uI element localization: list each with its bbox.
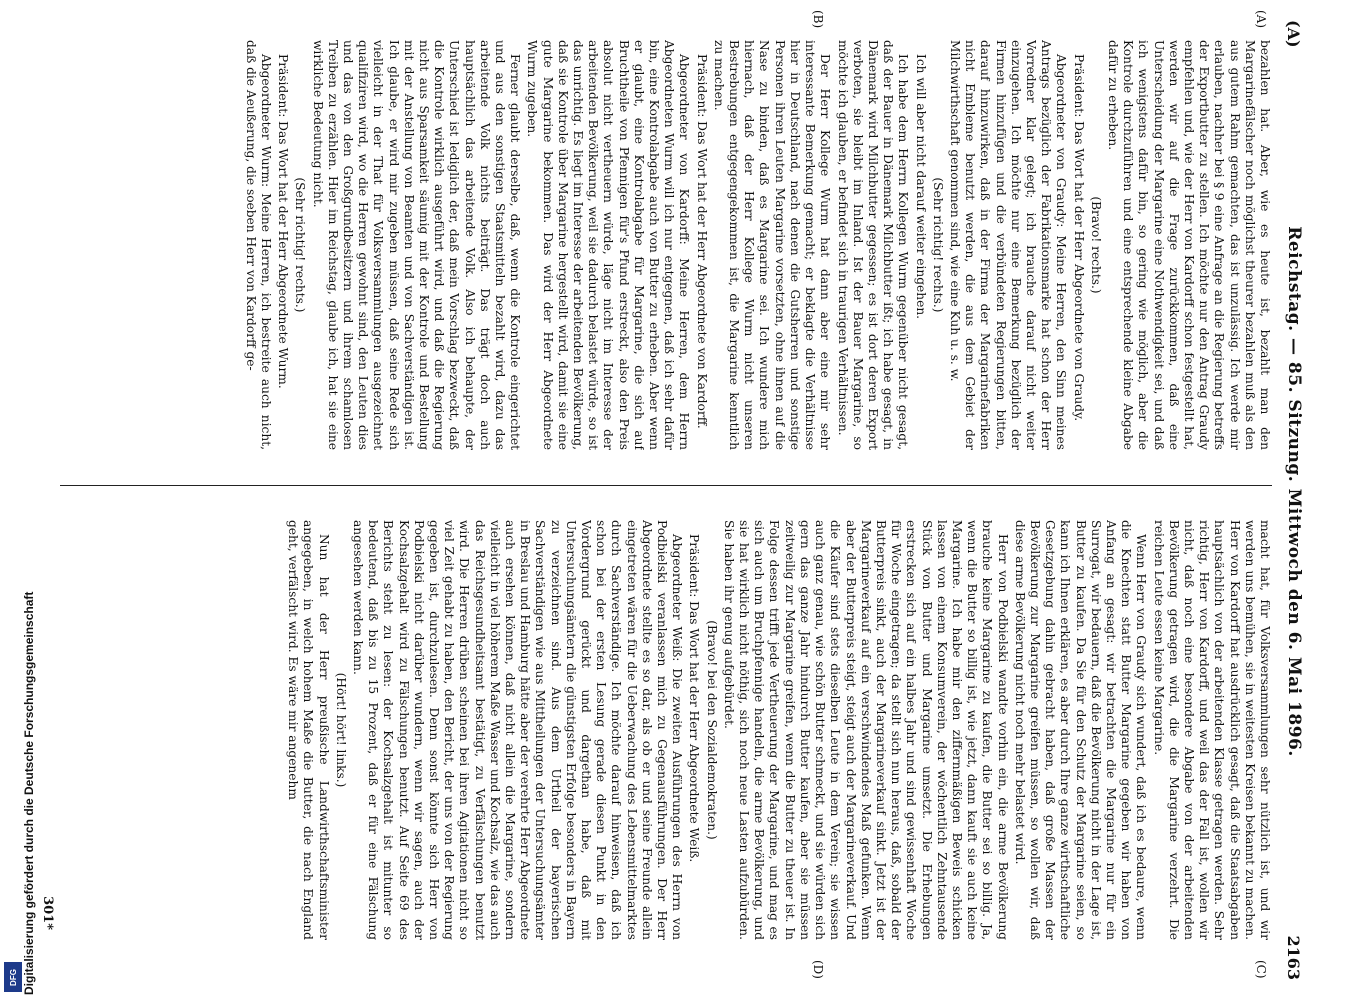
column-divider <box>60 485 1272 486</box>
left-column <box>70 40 1272 450</box>
interjection: (Sehr richtig! rechts.) <box>930 177 945 313</box>
page-number: 2163 <box>1284 935 1304 980</box>
page-header <box>1280 20 1308 980</box>
dfg-logo <box>4 962 22 992</box>
paragraph: Herr von Podbielski wandte vorhin ein, die arme Bevölkerung brauche keine Margarine zu kaufen, die Butter sei so billig. Ja, wenn die Butter so billig ist, wie jetzt, dann kauft sie auch keine Margarine. Ich habe mir den ziffernmäßigen Beweis schicken lassen von einem Konsumverein, der wöchentlich Zehntausende Stück von Butter und Margarine umsetzt. Die Erhebungen erstrecken sich auf ein halbes Jahr und sind gewissenhaft Woche für Woche eingetragen; da stellt sich nun heraus, daß, sobald der Butterpreis sinkt, auch der Margarineverkauf sinkt. Jetzt ist der Margarineverkauf auf ein verschwindendes Maß gefunken. Wenn aber der Butterpreis steigt, steigt auch der Margarineverkauf. Und die Käufer sind stets dieselben Leute in dem Verein; sie wissen auch ganz genau, wie schön Butter schmeckt, und sie würden sich gern das ganze Jahr hindurch Butter kaufen, aber sie müssen zeitweilig zur Margarine greifen, wenn die Butter zu theuer ist. In Folge dessen trifft jede Vertheuerung der Margarine, und mag es sich auch um Bruchpfennige handeln, die arme Bevölkerung, und sie hat wirklich nicht nöthig, sich noch neue Lasten aufzubürden. Sie haben ihr genug aufgebürdet. <box>721 520 1010 940</box>
margin-mark-c: (C) <box>1254 960 1268 979</box>
interjection: (Sehr richtig! rechts.) <box>293 177 308 313</box>
paragraph: Abgeordneter von Kardorff: Meine Herren, dem Herrn Abgeordneten Wurm will ich nur entgegnen, daß ich sehr dafür bin, eine Kontrolabgabe auch von Butter zu erheben. Aber wenn er glaubt, eine Kontrolabgabe für Margarine, die sich auf Bruchtheile von Pfennigen für's Pfund erstreckt, also den Preis absolut nicht vertheuern würde, läge nicht im Interesse der arbeitenden Bevölkerung, weil sie dadurch belastet würde, so ist das unrichtig. Es liegt im Interesse der arbeitenden Bevölkerung, daß sie Kontrole über Margarine hergestellt wird, damit sie eine gute Margarine bekommen. Das wird der Herr Abgeordnete Wurm zugeben. <box>525 40 692 450</box>
paragraph: Abgeordneter Wurm: Meine Herren, ich bestreite auch nicht, daß die Aeußerung, die soeben Herr von Kardorff ge- <box>243 40 273 450</box>
paragraph: macht hat, für Volksversammlungen sehr nützlich ist, und wir werden uns bemühen, sie in weitesten Kreisen bekannt zu machen. Herr von Kardorff hat ausdrücklich gesagt, daß die Staatsabgaben hauptsächlich von der arbeitenden Klasse getragen werden. Sehr richtig, Herr von Kardorff, und weil das der Fall ist, wollen wir nicht, daß noch eine besondere Abgabe von der arbeitenden Bevölkerung getragen wird, die die Margarine verzehrt. Die reichen Leute essen keine Margarine. <box>1151 520 1272 940</box>
header-left-mark: (A) <box>1284 20 1304 48</box>
paragraph: Ich will aber nicht darauf weiter eingehen. <box>913 54 928 320</box>
signature-mark: 301* <box>40 896 55 930</box>
paragraph: Präsident: Das Wort hat der Herr Abgeordnete von Graudy. <box>1071 54 1086 422</box>
paragraph: Ich habe dem Herrn Kollegen Wurm gegenüber nicht gesagt, daß der Bauer in Dänemark Milchbutter ißt; ich habe gesagt, in Dänemark wird Milchbutter gegessen; es ist dort deren Export verboten, sie bleibt im Inland. Ist der Bauer Margarine, so möchte ich glauben, er befindet sich in traurigen Verhältnissen. <box>835 40 911 450</box>
paragraph: Wenn Herr von Graudy sich wundert, daß ich es bedaure, wenn die Knechten statt Butter Margarine gegeben wir haben von Anfang an gesagt: wir betrachten die Margarine nur für ein Surrogat, wir bedauern, daß die Bevölkerung nicht in der Lage ist, Butter zu kaufen. Da Sie für den Schutz der Margarine seien, so kann ich Ihnen erklären, es aber durch Ihre ganze wirthschaftliche Gesetzgebung dahin gebracht haben, daß große Massen der Bevölkerung zur Margarine greifen müssen, so wollen wir, daß diese arme Bevölkerung nicht noch mehr belastet wird. <box>1012 520 1149 940</box>
paragraph: Ferner glaubt derselbe, daß, wenn die Kontrole eingerichtet und aus den sonstigen Staatsmitteln bezahlt wird, dazu das arbeitende Volk nichts beiträgt. Das trägt doch auch hauptsächlich das arbeitende Volk. Also ich behaupte, der Unterschied ist lediglich der, daß mein Vorschlag bezweckt, daß die Kontrole wirklich ausgeführt wird, und daß die Regierung nicht aus Sparsamkeit säumig mit der Kontrole und Bestellung mit der Anstellung von Beamten und von Sachverständigen ist. Ich glaube, er wird mir zugeben müssen, daß seine Rede sich vielleicht in der That für Volksversammlungen ausgezeichnet qualifiziren wird, wo die Herren gewohnt sind, den Leuten dies und das von den Großgrundbesitzern und ihrem schamlosen Treiben zu erzählen. Hier im Reichstag, glaube ich, hat sie eine wirkliche Bedeutung nicht. <box>310 40 523 450</box>
paragraph: Abgeordneter von Graudy: Meine Herren, den Sinn meines Antrags bezüglich der Fabrikationsmarke hat schon der Herr Vorredner klar gelegt; ich brauche darauf nicht weiter einzugehen. Ich möchte nur eine Bemerkung bezüglich der Firmen hinzufügen und die verbündeten Regierungen bitten, darauf hinzuwirken, daß in der Firma der Margarinefabriken nicht Embleme benutzt werden, die aus dem Gebiet der Milchwirthschaft genommen sind, wie eine Kuh u. s. w. <box>947 40 1069 450</box>
right-column <box>70 520 1272 940</box>
margin-mark-a: (A) <box>1254 10 1268 29</box>
dfg-logo-text: DFG <box>8 968 18 986</box>
interjection: (Bravo! bei den Sozialdemokraten.) <box>704 620 719 840</box>
paragraph: Nun hat der Herr preußische Landwirthschaftsminister angegeben, in welch hohem Maße die Butter, die nach England geht, verfälscht wird. Es wäre mir angenehm <box>286 520 331 940</box>
paragraph: Präsident: Das Wort hat der Herr Abgeordnete Weiß. <box>687 534 702 863</box>
interjection: (Bravo! rechts.) <box>1088 196 1103 294</box>
interjection: (Hört! hört! links.) <box>333 672 348 788</box>
paragraph: Der Herr Kollege Wurm hat dann aber eine mir sehr interessante Bemerkung gemacht; er beklagte die Verhältnisse hier in Deutschland, nach denen die Gutsherren und sonstige Personen ihren Leuten Margarine vorsetzten, ohne ihnen auf die Nase zu binden, daß es Margarine sei. Ich wundere mich hiernach, daß der Herr Kollege Wurm nicht unseren Bestrebungen entgegengekommen ist, die Margarine kenntlich zu machen. <box>711 40 833 450</box>
paragraph: Präsident: Das Wort hat der Herr Abgeordnete Wurm. <box>276 54 291 389</box>
margin-mark-b: (B) <box>811 10 825 29</box>
margin-mark-d: (D) <box>811 960 825 979</box>
header-title: Reichstag. — 85. Sitzung. Mittwoch den 6. Mai 1896. <box>1284 226 1304 757</box>
newspaper-sheet <box>30 0 1320 1000</box>
paragraph: Präsident: Das Wort hat der Herr Abgeordnete von Kardorff. <box>694 54 709 429</box>
credit-text: Digitalisierung gefördert durch die Deutsche Forschungsgemeinschaft <box>22 591 36 995</box>
paragraph: Abgeordneter Weiß: Die zweiten Ausführungen des Herrn von Podbielski veranlassen mich zu Gegenausführungen. Der Herr Abgeordnete stellte es so dar, als ob er und seine Freunde allein eingetreten wären für die Ueberwachung des Lebensmittelmarktes durch Sachverständige. Ich möchte darauf hinweisen, daß ich schon bei der ersten Lesung gerade diesen Punkt in den Vordergrund gerückt und dargethan habe, daß mit Untersuchungsämtern die günstigsten Erfolge besonders in Bayern zu verzeichnen sind. Aus dem Urtheil der bayerischen Sachverständigen wie aus Mittheilungen der Untersuchungsämter in Breslau und Hamburg hätte aber der verehrte Herr Abgeordnete auch ersehen können, daß nicht allein die Margarine, sondern vielleicht in viel höherem Maße Wasser und Kochsalz, wie das auch das Reichsgesundheitsamt bestätigt, zu Verfälschungen benutzt wird. Die Herren drüben scheinen bei ihren Agitationen nicht so viel Zeit gehabt zu haben, den Bericht, der uns von der Regierung gegeben ist, durchzulesen. Denn sonst könnte sich Herr von Podbielski nicht darüber wundern, wenn wir sagen, auch der Kochsalzgehalt wird zu Fälschungen benutzt. Auf Seite 69 des Berichts steht zu lesen: der Kochsalzgehalt ist mitunter so bedeutend, daß bis zu 15 Prozent, daß er für eine Fälschung angesehen werden kann. <box>351 520 685 940</box>
digitization-credit <box>0 0 36 1000</box>
paragraph: bezahlen hat. Aber, wie es heute ist, bezahlt man den Margarinefälscher noch möglichst theurer bezahlen muß als den aus gutem Rahm gemachten, das ist unzulässig. Ich werde mir erlauben, nachher bei § 9 eine Anfrage an die Regierung betreffs der Exportbutter zu stellen. Ich möchte nur den Antrag Graudy empfehlen und, wie der Herr von Kardorff schon festgestellt hat, werden wir auf die Frage zurückkommen, daß eine Unterscheidung der Margarine eine Nothwendigkeit sei, und daß ich wenigstens dafür bin, so gering wie möglich, aber die Kontrole durchzuführen und eine entsprechende kleine Abgabe dafür zu erheben. <box>1105 40 1272 450</box>
